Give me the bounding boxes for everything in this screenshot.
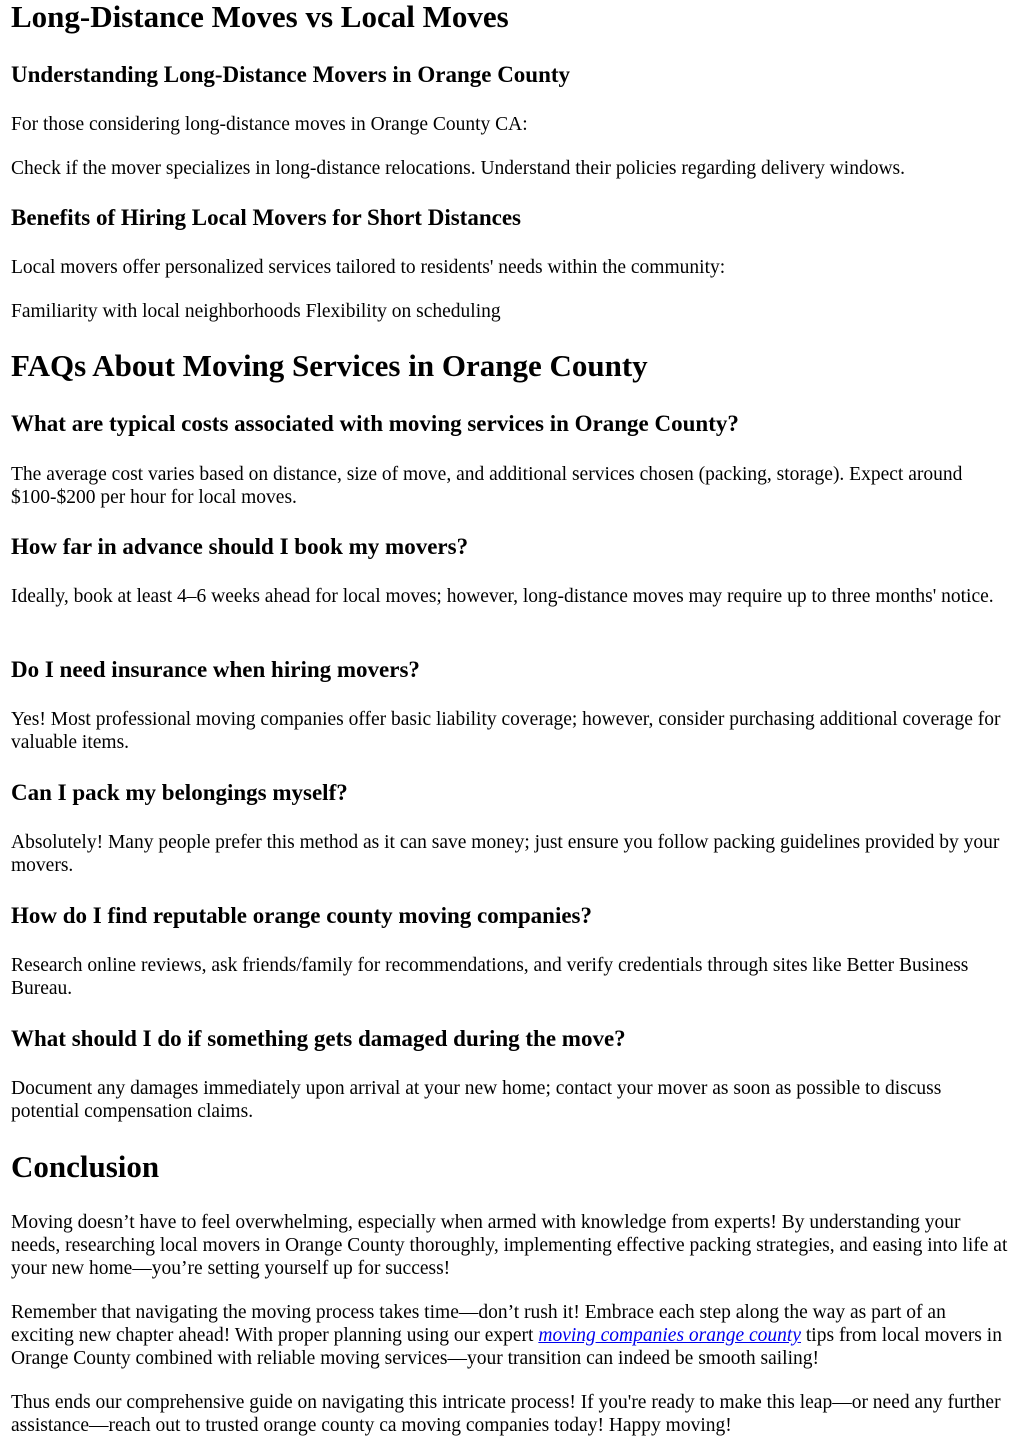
paragraph-conclusion-1: Moving doesn’t have to feel overwhelming, especially when armed with knowledge from experts! By understanding your needs, researching local movers in Orange County thoroughly, implementing effective packing strategies, and easing into life at your new home—you’re setting yourself up for success! xyxy=(11,1212,1008,1279)
section-title-conclusion: Conclusion xyxy=(11,1149,160,1184)
conclusion-2-text-after: tips from local movers in Orange County combined with reliable moving services—your transition can indeed be smooth sailing! xyxy=(11,1325,1002,1369)
faq-question: What are typical costs associated with moving services in Orange County? xyxy=(11,411,739,436)
faq-question: How far in advance should I book my movers? xyxy=(11,534,469,559)
faq-question: How do I find reputable orange county moving companies? xyxy=(11,903,593,928)
faq-answer: The average cost varies based on distance, size of move, and additional services chosen (packing, storage). Expect around $100-$200 per hour for local moves. xyxy=(11,464,963,508)
faq-question: Do I need insurance when hiring movers? xyxy=(11,657,420,682)
section-title-faqs: FAQs About Moving Services in Orange County xyxy=(11,348,648,383)
faq-answer: Research online reviews, ask friends/family for recommendations, and verify credentials through sites like Better Business Bureau. xyxy=(11,955,969,999)
faq-answer: Ideally, book at least 4–6 weeks ahead for local moves; however, long-distance moves may require up to three months' notice. xyxy=(11,586,994,607)
faq-answer: Absolutely! Many people prefer this method as it can save money; just ensure you follow packing guidelines provided by your movers. xyxy=(11,832,1000,876)
faq-answer: Document any damages immediately upon arrival at your new home; contact your mover as soon as possible to discuss potential compensation claims. xyxy=(11,1078,942,1122)
heading-understanding-long-distance: Understanding Long-Distance Movers in Orange County xyxy=(11,62,571,87)
faq-answer: Yes! Most professional moving companies offer basic liability coverage; however, consider purchasing additional coverage for valuable items. xyxy=(11,709,1001,753)
paragraph-local-movers-benefits: Familiarity with local neighborhoods Flexibility on scheduling xyxy=(11,301,501,322)
conclusion-2-text-before: Remember that navigating the moving process takes time—don’t rush it! Embrace each step along the way as part of an exciting new chapter ahead! With proper planning using our expert xyxy=(11,1302,946,1346)
paragraph-conclusion-2 xyxy=(11,1301,1013,1370)
paragraph-long-distance-check: Check if the mover specializes in long-distance relocations. Understand their policies regarding delivery windows. xyxy=(11,158,906,179)
paragraph-conclusion-3: Thus ends our comprehensive guide on navigating this intricate process! If you're ready to make this leap—or need any further assistance—reach out to trusted orange county ca moving companies today! Happy moving! xyxy=(11,1392,1001,1436)
paragraph-local-movers-intro: Local movers offer personalized services tailored to residents' needs within the community: xyxy=(11,257,726,278)
section-title-long-distance: Long-Distance Moves vs Local Moves xyxy=(11,0,509,34)
heading-benefits-local-movers: Benefits of Hiring Local Movers for Short Distances xyxy=(11,205,521,230)
paragraph-long-distance-intro: For those considering long-distance moves in Orange County CA: xyxy=(11,114,528,135)
moving-companies-link[interactable]: moving companies orange county xyxy=(538,1325,802,1346)
faq-question: What should I do if something gets damaged during the move? xyxy=(11,1026,626,1051)
faq-question: Can I pack my belongings myself? xyxy=(11,780,348,805)
